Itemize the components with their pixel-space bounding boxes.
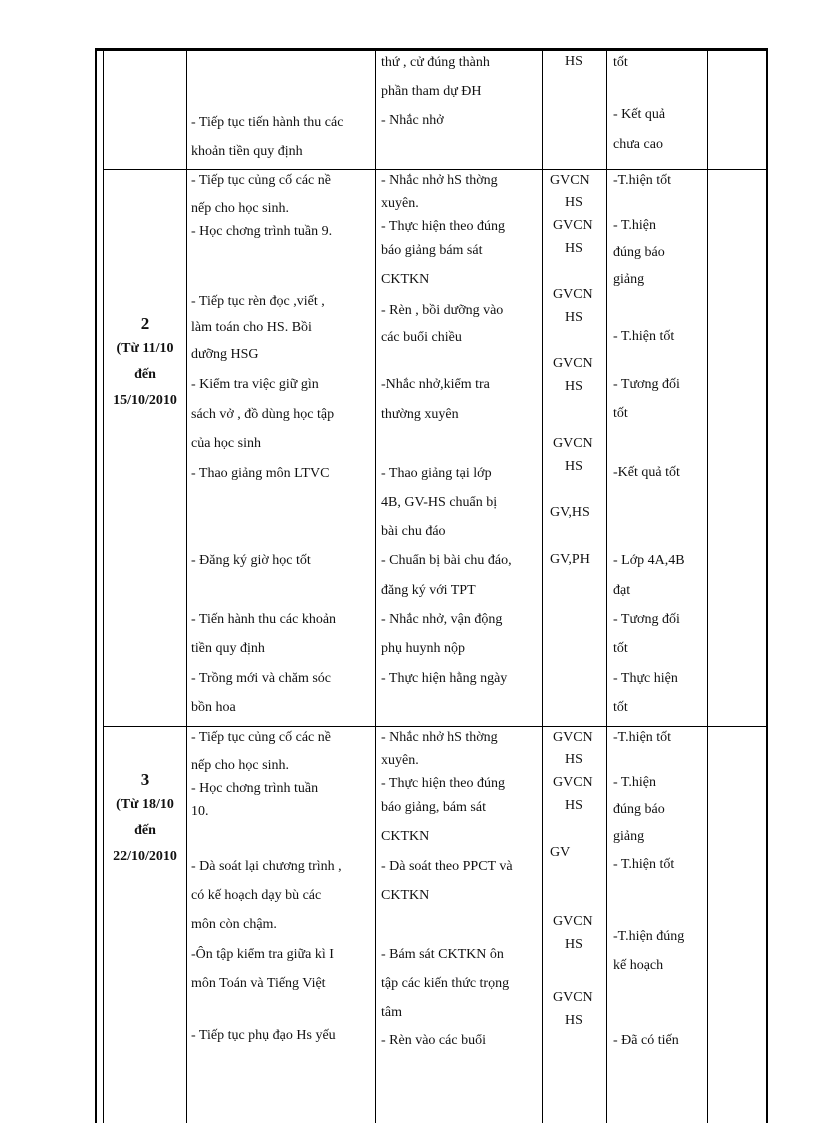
responsible-text: HS <box>565 752 583 767</box>
responsible-text: HS <box>565 937 583 952</box>
column-divider <box>186 48 187 1123</box>
right-border <box>766 48 768 1123</box>
result-text: giảng <box>613 829 645 844</box>
responsible-text: GVCN <box>550 173 590 188</box>
task-text: khoản tiền quy định <box>191 144 303 159</box>
measure-text: xuyên. <box>381 196 419 211</box>
measure-text: - Nhắc nhở <box>381 113 444 128</box>
task-text: - Kiểm tra việc giữ gìn <box>191 377 319 392</box>
result-text: đạt <box>613 583 631 598</box>
measure-text: - Rèn vào các buổi <box>381 1033 486 1048</box>
responsible-text: HS <box>565 379 583 394</box>
responsible-text: GVCN <box>553 287 593 302</box>
measure-text: - Dà soát theo PPCT và <box>381 859 513 874</box>
responsible-text: HS <box>565 54 583 69</box>
measure-text: - Thực hiện theo đúng <box>381 219 505 234</box>
week-label <box>104 312 186 414</box>
task-text: - Thao giảng môn LTVC <box>191 466 330 481</box>
measure-text: - Thực hiện hằng ngày <box>381 671 508 686</box>
task-text: dưỡng HSG <box>191 347 259 362</box>
task-text: - Học chơng trình tuần <box>191 781 319 796</box>
responsible-text: GVCN <box>553 356 593 371</box>
result-text: đúng báo <box>613 802 665 817</box>
measure-text: - Nhắc nhở hS thờng <box>381 730 498 745</box>
task-text: - Tiếp tục củng cố các nề <box>191 730 331 745</box>
measure-text: tâm <box>381 1005 402 1020</box>
task-text: môn Toán và Tiếng Việt <box>191 976 326 991</box>
task-text: nếp cho học sinh. <box>191 201 289 216</box>
measure-text: CKTKN <box>381 888 430 903</box>
task-text: nếp cho học sinh. <box>191 758 289 773</box>
task-text: - Tiếp tục tiến hành thu các <box>191 115 344 130</box>
result-text: đúng báo <box>613 245 665 260</box>
measure-text: tập các kiến thức trọng <box>381 976 510 991</box>
task-text: - Tiếp tục phụ đạo Hs yếu <box>191 1028 336 1043</box>
measure-text: - Thao giảng tại lớp <box>381 466 492 481</box>
measure-text: 4B, GV-HS chuẩn bị <box>381 495 498 510</box>
task-text: - Trồng mới và chăm sóc <box>191 671 332 686</box>
result-text: kế hoạch <box>613 958 664 973</box>
measure-text: - Chuẩn bị bài chu đáo, <box>381 553 512 568</box>
result-text: -T.hiện tốt <box>613 173 672 188</box>
week-range-to: đến <box>134 823 156 838</box>
inner-left-border <box>103 48 104 1123</box>
measure-text: - Nhắc nhở, vận động <box>381 612 503 627</box>
task-text: - Tiến hành thu các khoản <box>191 612 337 627</box>
responsible-text: HS <box>565 798 583 813</box>
task-text: - Đăng ký giờ học tốt <box>191 553 311 568</box>
measure-text: phụ huynh nộp <box>381 641 465 656</box>
column-divider <box>375 48 376 1123</box>
result-text: - Kết quả <box>613 107 666 122</box>
task-text: làm toán cho HS. Bồi <box>191 320 312 335</box>
measure-text: CKTKN <box>381 272 430 287</box>
task-text: -Ôn tập kiểm tra giữa kì I <box>191 947 334 962</box>
week-range-start: (Từ 11/10 <box>116 341 174 356</box>
measure-text: thường xuyên <box>381 407 459 422</box>
responsible-text: GV <box>550 845 571 860</box>
column-divider <box>542 48 543 1123</box>
responsible-text: GVCN <box>553 436 593 451</box>
column-divider <box>606 48 607 1123</box>
task-text: có kế hoạch dạy bù các <box>191 888 322 903</box>
result-text: tốt <box>613 700 628 715</box>
task-text: 10. <box>191 804 209 819</box>
outer-left-border <box>95 48 97 1123</box>
result-text: -T.hiện tốt <box>613 730 672 745</box>
week-range-end: 22/10/2010 <box>113 849 177 864</box>
task-text: - Tiếp tục rèn đọc ,viết , <box>191 294 325 309</box>
task-text: của học sinh <box>191 436 261 451</box>
column-divider <box>707 48 708 1123</box>
responsible-text: GVCN <box>553 914 593 929</box>
measure-text: - Thực hiện theo đúng <box>381 776 505 791</box>
measure-text: bài chu đáo <box>381 524 446 539</box>
result-text: - T.hiện tốt <box>613 329 675 344</box>
responsible-text: GVCN <box>553 218 593 233</box>
responsible-text: HS <box>565 310 583 325</box>
measure-text: xuyên. <box>381 753 419 768</box>
task-text: sách vở , đồ dùng học tập <box>191 407 335 422</box>
measure-text: - Rèn , bồi dưỡng vào <box>381 303 504 318</box>
result-text: tốt <box>613 641 628 656</box>
week-range-start: (Từ 18/10 <box>116 797 174 812</box>
measure-text: báo giảng, bám sát <box>381 800 486 815</box>
responsible-text: HS <box>565 459 583 474</box>
measure-text: các buổi chiều <box>381 330 462 345</box>
task-text: - Dà soát lại chương trình , <box>191 859 342 874</box>
task-text: môn còn chậm. <box>191 917 277 932</box>
result-text: - Lớp 4A,4B <box>613 553 685 568</box>
result-text: - Thực hiện <box>613 671 678 686</box>
task-text: - Học chơng trình tuần 9. <box>191 224 333 239</box>
result-text: - Tương đối <box>613 377 680 392</box>
result-text: - T.hiện tốt <box>613 857 675 872</box>
measure-text: đăng ký với TPT <box>381 583 476 598</box>
result-text: - T.hiện <box>613 218 657 233</box>
result-text: - T.hiện <box>613 775 657 790</box>
responsible-text: HS <box>565 195 583 210</box>
measure-text: - Bám sát CKTKN ôn <box>381 947 504 962</box>
responsible-text: GV,HS <box>550 505 590 520</box>
responsible-text: HS <box>565 1013 583 1028</box>
result-text: -Kết quả tốt <box>613 465 680 480</box>
result-text: - Đã có tiến <box>613 1033 679 1048</box>
result-text: tốt <box>613 55 628 70</box>
responsible-text: GVCN <box>553 730 593 745</box>
responsible-text: GVCN <box>553 990 593 1005</box>
measure-text: - Nhắc nhở hS thờng <box>381 173 498 188</box>
result-text: tốt <box>613 406 628 421</box>
result-text: chưa cao <box>613 137 663 152</box>
week-number: 3 <box>140 770 150 789</box>
responsible-text: GV,PH <box>550 552 590 567</box>
week-number: 2 <box>140 314 150 333</box>
measure-text: phần tham dự ĐH <box>381 84 482 99</box>
result-text: -T.hiện đúng <box>613 929 685 944</box>
task-text: tiền quy định <box>191 641 265 656</box>
week-range-to: đến <box>134 367 156 382</box>
week-range-end: 15/10/2010 <box>113 393 177 408</box>
measure-text: CKTKN <box>381 829 430 844</box>
measure-text: thứ , cử đúng thành <box>381 55 490 70</box>
task-text: - Tiếp tục củng cố các nề <box>191 173 331 188</box>
measure-text: báo giảng bám sát <box>381 243 483 258</box>
responsible-text: HS <box>565 241 583 256</box>
measure-text: -Nhắc nhở,kiểm tra <box>381 377 490 392</box>
result-text: - Tương đối <box>613 612 680 627</box>
result-text: giảng <box>613 272 645 287</box>
task-text: bồn hoa <box>191 700 236 715</box>
responsible-text: GVCN <box>553 775 593 790</box>
week-label <box>104 768 186 870</box>
